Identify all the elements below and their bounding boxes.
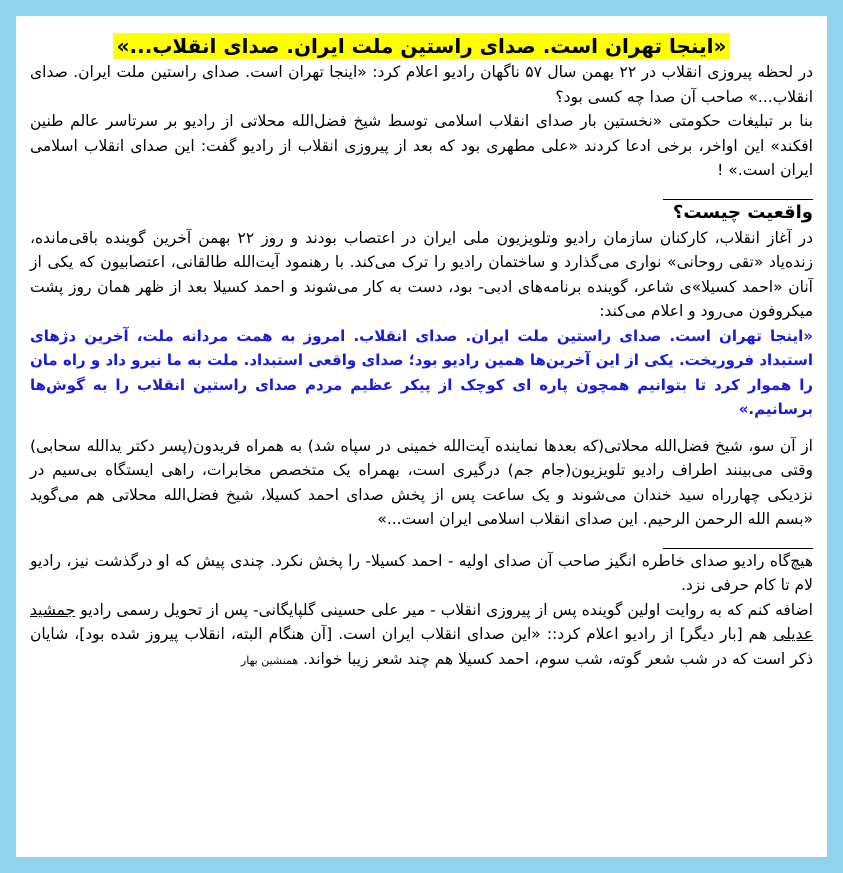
intro-paragraph-1: در لحظه پیروزی انقلاب در ۲۲ بهمن سال ۵۷ ناگهان رادیو اعلام کرد: «اینجا تهران است. صدای راستین ملت ایران. صدای انقلاب...» صاحب آن صدا چه کسی بود؟ bbox=[30, 63, 813, 106]
section-heading: واقعیت چیست؟ bbox=[672, 201, 813, 223]
section-paragraph-2: از آن سو، شیخ فضل‌الله محلاتی(که بعدها نماینده آیت‌الله خمینی در سپاه شد) به همراه فریدون(پسر دکتر یدالله سحابی) وقتی می‌بینند اطراف رادیو تلویزیون(جام جم) درگیری است، بهمراه یک متخصص مخابرات، راهی ایستگاه بی‌سیم در نزدیکی چهارراه سید خندان می‌شوند و یک ساعت پس از پخش صدای احمد کسیلا، شیخ فضل‌الله محلاتی هم می‌گوید «بسم الله الرحمن الرحیم. این صدای انقلاب اسلامی ایران است...» bbox=[30, 436, 813, 528]
spacer bbox=[30, 422, 813, 434]
title-text: «اینجا تهران است. صدای راستین ملت ایران. صدای انقلاب...» bbox=[113, 33, 731, 59]
underlined-name: جمشید عدیلی bbox=[30, 600, 813, 643]
closing-paragraph-2 bbox=[30, 598, 813, 674]
closing-text-end: هم [بار دیگر] از رادیو اعلام کرد:: «این صدای انقلاب ایران است. [آن هنگام البته، انقلاب پیروز شده بود]، شایان ذکر است که در شب شعر گوته، شب سوم، احمد کسیلا هم چند شعر زیبا خواند. bbox=[30, 625, 813, 668]
author-signature: همنشین بهار bbox=[240, 653, 299, 667]
radio-announcement-quote: «اینجا تهران است. صدای راستین ملت ایران. صدای انقلاب. امروز به همت مردانه ملت، آخرین دژهای استبداد فروریخت. یکی از این آخرین‌ها همین رادیو بود؛ صدای واقعی استبداد. ملت به ما نیرو داد و راه مان را هموار کرد تا بتوانیم همچون پاره ای کوچک از پیکر عظیم مردم صدای راستین انقلاب را به گوش‌ها برسانیم.» bbox=[30, 326, 813, 418]
section-paragraph-1: در آغاز انقلاب، کارکنان سازمان رادیو وتلویزیون ملی ایران در اعتصاب بودند و روز ۲۲ بهمن آخرین گوینده باقی‌مانده، زنده‌یاد «تقی روحانی» نواری می‌گذارد و ساختمان رادیو را ترک می‌کند. با رهنمود آیت‌الله طالقانی، اعتصابیون که یکی از آنان «احمد کسیلا»ی شاعر، گوینده برنامه‌های ادبی- بود، دست به کار می‌شوند و احمد کسیلا بعد از ظهر همان روز پشت میکروفون می‌رود و اعلام می‌کند: bbox=[30, 228, 813, 320]
intro-paragraph-2: بنا بر تبلیغات حکومتی «نخستین بار صدای انقلاب اسلامی توسط شیخ فضل‌الله محلاتی از رادیو بر سرتاسر عالم طنین افکند» این اواخر، برخی ادعا کردند «علی مطهری بود که بعد از پیروزی انقلاب از رادیو گفت: این صدای انقلاب اسلامی ایران است.» ! bbox=[30, 112, 813, 179]
closing-text-start: اضافه کنم که به روایت اولین گوینده پس از پیروزی انقلاب - میر علی حسینی گلپایگانی- پس از تحویل رسمی رادیو bbox=[75, 600, 813, 619]
article bbox=[30, 30, 813, 847]
article-title bbox=[30, 34, 813, 58]
closing-paragraph-1: هیچ‌گاه رادیو صدای خاطره انگیز صاحب آن صدای اولیه - احمد کسیلا- را پخش نکرد. چندی پیش که او درگذشت نیز، رادیو لام تا کام حرفی نزد. bbox=[30, 551, 813, 594]
spacer bbox=[30, 183, 813, 195]
spacer bbox=[30, 532, 813, 544]
